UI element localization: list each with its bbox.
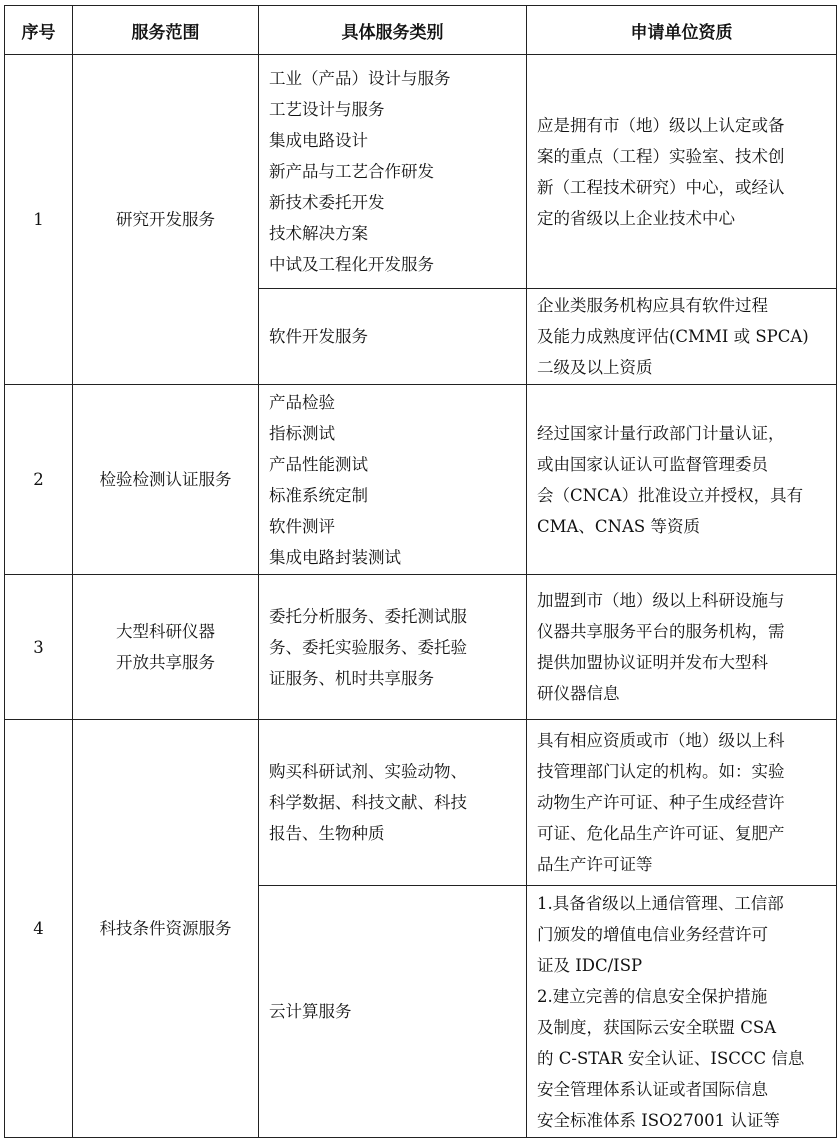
row-number: 3: [5, 575, 73, 720]
category-item: 标准系统定制: [269, 485, 368, 505]
row-number: 1: [5, 55, 73, 385]
header-service-scope: 服务范围: [73, 6, 259, 55]
qualification-text: 具有相应资质或市（地）级以上科 技管理部门认定的机构。如：实验 动物生产许可证、种子生成经营许 可证、危化品生产许可证、复肥产 品生产许可证等: [527, 720, 837, 886]
service-scope: 研究开发服务: [73, 55, 259, 385]
row-number: 4: [5, 720, 73, 1138]
service-categories: 委托分析服务、委托测试服 务、委托实验服务、委托验 证服务、机时共享服务: [259, 575, 527, 720]
category-item: 产品检验: [269, 392, 335, 412]
category-item: 工艺设计与服务: [269, 100, 385, 119]
header-applicant-qualification: 申请单位资质: [527, 6, 837, 55]
service-scope: 科技条件资源服务: [73, 720, 259, 1138]
header-service-category: 具体服务类别: [259, 6, 527, 55]
table-row: [5, 385, 837, 575]
category-item: 指标测试: [269, 423, 335, 443]
service-categories: [259, 55, 527, 289]
row-number: 2: [5, 385, 73, 575]
category-item: 软件测评: [269, 516, 335, 536]
qualification-text: 加盟到市（地）级以上科研设施与 仪器共享服务平台的服务机构，需 提供加盟协议证明并发布大型科 研仪器信息: [527, 575, 837, 720]
category-item: 中试及工程化开发服务: [269, 255, 434, 274]
service-categories: 云计算服务: [259, 886, 527, 1138]
category-item: 新产品与工艺合作研发: [269, 162, 434, 181]
category-item: 集成电路封装测试: [269, 547, 401, 567]
table-row: [5, 55, 837, 289]
service-table: [4, 5, 837, 1138]
qualification-text: 经过国家计量行政部门计量认证， 或由国家认证认可监督管理委员 会（CNCA）批准设立并授权，具有 CMA、CNAS 等资质: [527, 385, 837, 575]
category-item: 集成电路设计: [269, 131, 368, 150]
category-item: 技术解决方案: [269, 224, 368, 243]
header-serial-number: 序号: [5, 6, 73, 55]
service-scope: 大型科研仪器 开放共享服务: [73, 575, 259, 720]
service-scope: 检验检测认证服务: [73, 385, 259, 575]
service-categories: 购买科研试剂、实验动物、 科学数据、科技文献、科技 报告、生物种质: [259, 720, 527, 886]
table-header-row: [5, 6, 837, 55]
service-categories: 软件开发服务: [259, 289, 527, 385]
service-categories: [259, 385, 527, 575]
category-item: 产品性能测试: [269, 454, 368, 474]
qualification-text: 应是拥有市（地）级以上认定或备 案的重点（工程）实验室、技术创 新（工程技术研究）中心，或经认 定的省级以上企业技术中心: [527, 55, 837, 289]
table-row: [5, 720, 837, 886]
qualification-text: 企业类服务机构应具有软件过程 及能力成熟度评估(CMMI 或 SPCA) 二级及以上资质: [527, 289, 837, 385]
category-item: 工业（产品）设计与服务: [269, 69, 451, 88]
qualification-text: 1.具备省级以上通信管理、工信部 门颁发的增值电信业务经营许可 证及 IDC/ISP 2.建立完善的信息安全保护措施 及制度，获国际云安全联盟 CSA 的 C-STAR 安全认证、ISCCC 信息 安全管理体系认证或者国际信息 安全标准体系 ISO27001 认证等: [527, 886, 837, 1138]
category-item: 新技术委托开发: [269, 193, 385, 212]
table-row: [5, 575, 837, 720]
